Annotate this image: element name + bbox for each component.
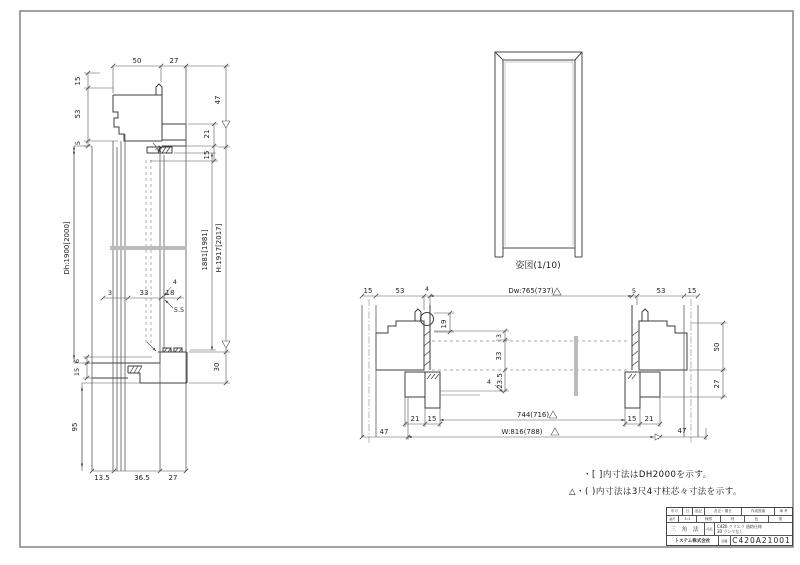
dim-label: 47	[677, 427, 687, 435]
dim-label: 4	[486, 378, 492, 386]
dim-label: 15	[687, 287, 697, 295]
title-block-company-row	[667, 536, 792, 545]
dim-label: 4	[424, 285, 430, 293]
dim-label: 4	[172, 278, 178, 286]
company-name: トステム株式会社	[667, 536, 719, 545]
dim-label: 744(716)	[516, 411, 550, 419]
dim-label: 18	[165, 289, 175, 297]
dim-label: 15	[627, 415, 637, 423]
dim-label: 姿図(1/10)	[515, 261, 561, 271]
break-band	[110, 246, 187, 250]
dim-label: 5	[631, 287, 637, 295]
projection-method: 三 角 法	[667, 523, 705, 535]
header-drawing-no: 作成図番	[742, 508, 775, 515]
dim-label: 33	[139, 289, 149, 297]
header-yearmonth: 年月	[667, 508, 683, 515]
dim-label: 27	[169, 57, 179, 65]
dim-label: 47	[214, 95, 222, 105]
product-line2: 30 ランマなし	[717, 529, 744, 535]
dim-label: 15	[73, 367, 81, 377]
dim-label: Dh:1900[2000]	[63, 221, 71, 275]
scale-value: 1:1	[679, 516, 697, 523]
dim-label: 15	[427, 415, 437, 423]
dim-label: 15	[203, 150, 211, 160]
scale-label: 縮尺	[667, 516, 679, 523]
dim-label: 27	[713, 379, 721, 389]
drawing-number: C420A21001	[732, 536, 791, 545]
dim-label: 14	[154, 144, 164, 154]
dim-label: 1881[1981]	[201, 229, 209, 271]
dim-label: 27	[168, 474, 178, 482]
dim-label: 15	[74, 76, 82, 86]
header-revision-date: 訂正・期日	[705, 508, 742, 515]
material-label: 材	[721, 516, 745, 523]
elevation-view	[495, 52, 582, 257]
dim-label: 23.5	[496, 373, 504, 389]
dim-label: 53	[395, 287, 405, 295]
product-name	[715, 523, 792, 535]
dim-label: H:1917[2017]	[215, 223, 223, 273]
product-label: 品名	[705, 523, 715, 535]
header-addendum: 追記	[693, 508, 705, 515]
horizontal-section	[376, 305, 687, 408]
dim-label: 53	[656, 287, 666, 295]
dim-label: 21	[203, 129, 211, 139]
dim-label: 3	[495, 333, 503, 339]
dim-label: 5.5	[173, 306, 185, 314]
header-remarks: 車 考	[779, 508, 788, 513]
dim-label: 5	[74, 140, 82, 146]
dim-label: W:816(788)	[501, 428, 543, 436]
product-line1: C420 クリエラ 通路仕様	[717, 524, 762, 530]
dim-label: 47	[379, 428, 389, 436]
vertical-section-frame-lines	[92, 66, 186, 471]
drawing-no-label: 図番	[719, 536, 731, 545]
sheet-border	[20, 11, 793, 547]
dim-label: 50	[713, 342, 721, 352]
door-leaf-dashed	[146, 160, 151, 344]
break-band-plan	[574, 336, 578, 396]
dim-label: 36.5	[134, 474, 150, 482]
dim-label: 3	[107, 289, 113, 297]
dim-label: 30	[213, 362, 221, 372]
title-block-scale-row	[667, 516, 792, 524]
note-dh2000: ・[ ]内寸法はDH2000を示す。	[583, 470, 712, 480]
note-pillar-pitch: △・( )内寸法は3尺4寸柱芯々寸法を示す。	[569, 487, 743, 497]
title-block-header-row	[667, 508, 792, 516]
header-day: 日	[683, 508, 693, 515]
title-block-product-row	[667, 523, 792, 536]
vertical-section	[92, 84, 187, 383]
dim-label: 21	[410, 415, 420, 423]
dim-label: 6	[73, 358, 81, 364]
dim-label: 19	[440, 319, 448, 329]
color-label: 色	[745, 516, 769, 523]
dim-label: 21	[644, 415, 654, 423]
check-label: 検図	[697, 516, 721, 523]
dim-label: 50	[132, 57, 142, 65]
dim-label: 95	[71, 422, 79, 432]
dim-label: Dw:765(737)	[508, 287, 554, 295]
dim-label: 15	[363, 287, 373, 295]
paint-label: 塗	[778, 516, 783, 521]
title-block	[666, 507, 793, 546]
dim-label: 33	[495, 351, 503, 361]
dim-label: 13.5	[94, 474, 110, 482]
dim-label: 53	[74, 109, 82, 119]
door-leaf-plan	[432, 341, 630, 370]
